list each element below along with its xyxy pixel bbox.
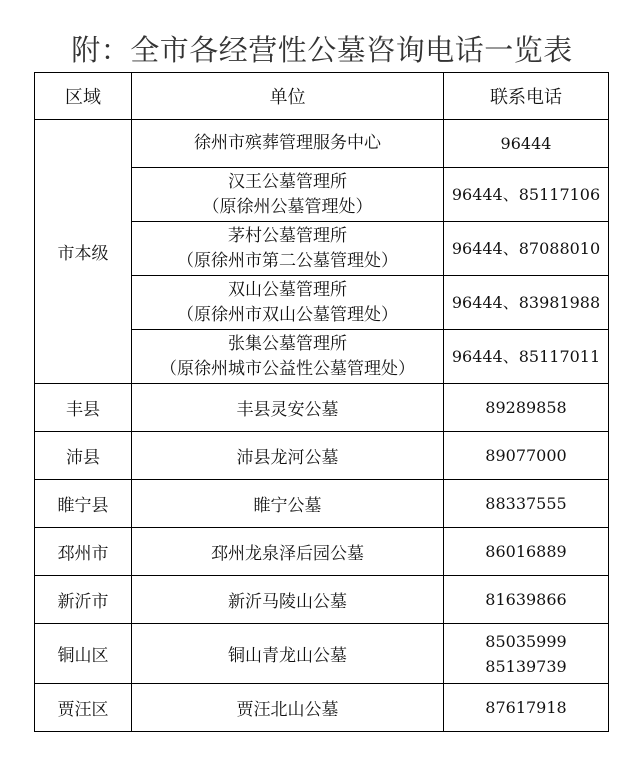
phone-number: 96444	[500, 134, 552, 153]
unit-line: 徐州市殡葬管理服务中心	[194, 133, 381, 153]
phone-cell	[444, 330, 609, 384]
phone-number: 96444、83981988	[451, 293, 601, 312]
unit-cell	[132, 120, 444, 168]
phone-cell	[444, 684, 609, 732]
table-row	[35, 624, 609, 684]
phone-number: 89289858	[485, 398, 567, 417]
table-row	[35, 576, 609, 624]
unit-cell	[132, 330, 444, 384]
phone-number: 96444、87088010	[451, 239, 601, 258]
phone-cell	[444, 168, 609, 222]
table-row	[35, 480, 609, 528]
phone-number: 85035999	[485, 631, 567, 651]
unit-line: 汉王公墓管理所	[228, 171, 347, 192]
unit-line: （原徐州城市公益性公墓管理处）	[160, 358, 415, 379]
unit-line: 张集公墓管理所	[228, 333, 347, 354]
phone-number: 89077000	[485, 446, 567, 465]
phone-number: 87617918	[485, 698, 567, 717]
region-cell: 贾汪区	[35, 684, 132, 732]
page-title: 附：全市各经营性公墓咨询电话一览表	[71, 33, 573, 67]
phone-cell	[444, 624, 609, 684]
unit-line: 茅村公墓管理所	[228, 225, 347, 246]
unit-line: （原徐州市第二公墓管理处）	[177, 250, 398, 271]
unit-cell: 铜山青龙山公墓	[132, 624, 444, 684]
phone-cell	[444, 276, 609, 330]
phone-number: 86016889	[485, 542, 567, 561]
table-row	[35, 384, 609, 432]
header-region: 区域	[35, 73, 132, 120]
region-cell: 新沂市	[35, 576, 132, 624]
region-cell: 睢宁县	[35, 480, 132, 528]
unit-cell: 新沂马陵山公墓	[132, 576, 444, 624]
phone-number: 81639866	[485, 590, 567, 609]
table-row	[35, 432, 609, 480]
phone-cell	[444, 432, 609, 480]
phone-directory-table	[34, 72, 609, 732]
region-cell: 丰县	[35, 384, 132, 432]
unit-cell	[132, 222, 444, 276]
phone-number: 96444、85117106	[451, 185, 601, 204]
phone-number: 88337555	[485, 494, 567, 513]
phone-cell	[444, 528, 609, 576]
phone-cell	[444, 384, 609, 432]
table-row	[35, 684, 609, 732]
phone-number: 96444、85117011	[451, 347, 601, 366]
phone-cell	[444, 222, 609, 276]
phone-cell	[444, 480, 609, 528]
header-row	[35, 73, 609, 120]
unit-line: （原徐州公墓管理处）	[202, 196, 373, 217]
unit-cell	[132, 276, 444, 330]
unit-cell: 沛县龙河公墓	[132, 432, 444, 480]
phone-cell	[444, 576, 609, 624]
phone-number: 85139739	[485, 656, 567, 676]
unit-line: 双山公墓管理所	[228, 279, 347, 300]
unit-cell	[132, 168, 444, 222]
table-row	[35, 120, 609, 168]
header-unit: 单位	[132, 73, 444, 120]
table-row	[35, 528, 609, 576]
header-phone: 联系电话	[444, 73, 609, 120]
unit-cell: 睢宁公墓	[132, 480, 444, 528]
region-cell: 沛县	[35, 432, 132, 480]
phone-cell	[444, 120, 609, 168]
unit-cell: 贾汪北山公墓	[132, 684, 444, 732]
region-cell: 市本级	[35, 120, 132, 384]
unit-cell: 丰县灵安公墓	[132, 384, 444, 432]
unit-line: （原徐州市双山公墓管理处）	[177, 304, 398, 325]
unit-cell: 邳州龙泉泽后园公墓	[132, 528, 444, 576]
region-cell: 铜山区	[35, 624, 132, 684]
table-body	[35, 120, 609, 732]
region-cell: 邳州市	[35, 528, 132, 576]
